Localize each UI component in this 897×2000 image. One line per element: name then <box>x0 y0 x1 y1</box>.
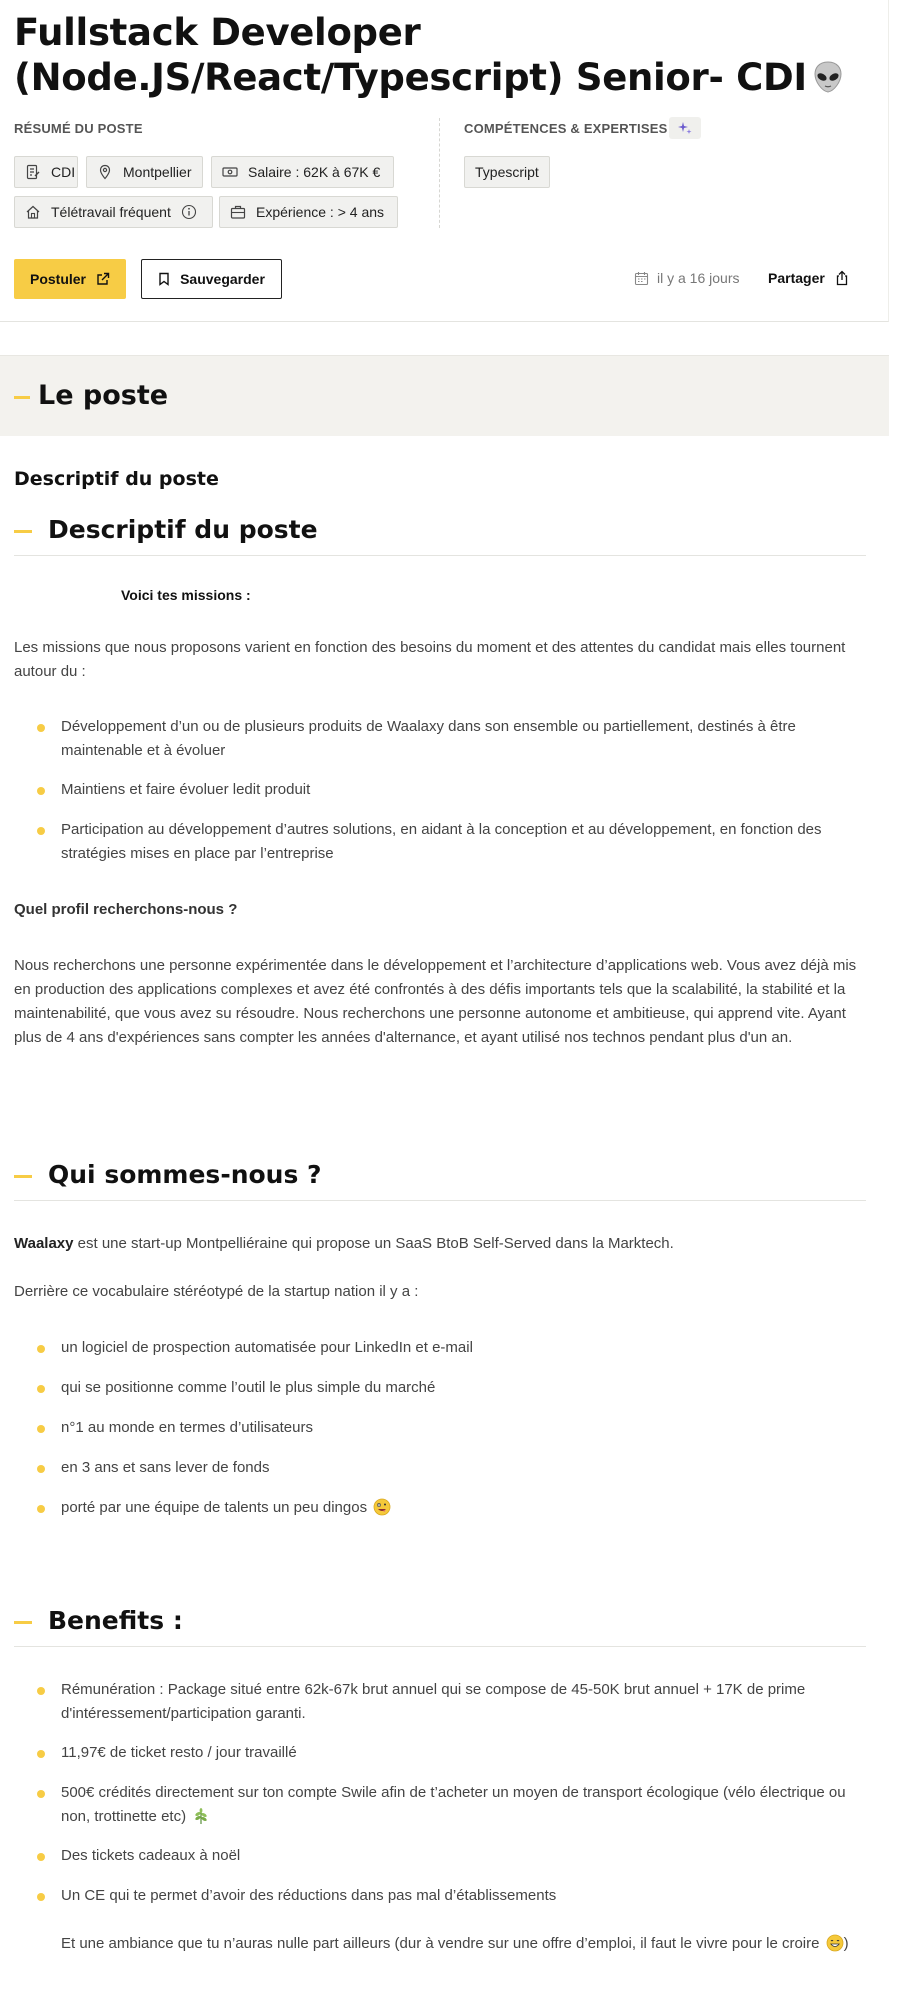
bullet-dot <box>37 1385 45 1393</box>
section-title: Le poste <box>38 380 169 411</box>
bullet-dot <box>37 827 45 835</box>
bullet-dot <box>37 1687 45 1695</box>
company-name: Waalaxy <box>14 1235 74 1252</box>
about-divider <box>14 1200 866 1201</box>
posted-date-text: il y a 16 jours <box>657 270 740 286</box>
profile-text: Nous recherchons une personne expérimentée dans le développement et l’architecture d’applications web. Vous avez déjà mis en production des applications complexes et avez été confrontés à des défis importants tels que la scalabilité, la stabilité et la maintenabilité, que vous avez su résoudre. Nous recherchons une personne autonome et ambitieuse, qui apprend vite. Ayant plus de 4 ans d'expériences sans compter les années d'alternance, et ayant utilisé nos technos pendant plus d'un an. <box>14 957 857 1046</box>
summary-label: RÉSUMÉ DU POSTE <box>14 121 143 136</box>
about-intro <box>14 1232 864 1256</box>
job-title-text: Fullstack Developer (Node.JS/React/Typescript) Senior- CDI <box>14 11 807 99</box>
mission-item: Développement d’un ou de plusieurs produits de Waalaxy dans son ensemble ou partiellement, destinés à être maintenable et à évoluer <box>61 718 796 759</box>
mission-item: Maintiens et faire évoluer ledit produit <box>61 781 311 798</box>
posted-date <box>634 270 739 286</box>
about-intro-text: est une start-up Montpelliéraine qui propose un SaaS BtoB Self-Served dans la Marktech. <box>73 1235 674 1252</box>
about-line2: Derrière ce vocabulaire stéréotypé de la startup nation il y a : <box>14 1283 419 1300</box>
bullet-dot <box>37 1345 45 1353</box>
about-item: en 3 ans et sans lever de fonds <box>61 1459 270 1476</box>
benefits-accent-dash <box>14 1621 32 1624</box>
bullet-dot <box>37 1465 45 1473</box>
save-button[interactable] <box>141 259 282 299</box>
description-divider <box>14 555 866 556</box>
sparkle-badge <box>669 117 701 139</box>
contract-tag <box>14 156 78 188</box>
bookmark-icon <box>158 272 170 286</box>
about-item: qui se positionne comme l’outil le plus simple du marché <box>61 1379 436 1396</box>
contract-document-icon <box>25 164 41 180</box>
briefcase-icon <box>230 204 246 220</box>
bullet-dot <box>37 1505 45 1513</box>
section-accent-dash <box>14 396 30 399</box>
about-item: n°1 au monde en termes d’utilisateurs <box>61 1419 313 1436</box>
bullet-dot <box>37 1893 45 1901</box>
bullet-dot <box>37 1853 45 1861</box>
job-title <box>14 10 874 100</box>
bullet-dot <box>37 1425 45 1433</box>
home-office-icon <box>25 204 41 220</box>
salary-tag-label: Salaire : 62K à 67K € <box>248 164 381 180</box>
job-header-card <box>0 0 889 322</box>
description-accent-dash <box>14 530 32 533</box>
share-icon <box>835 270 849 286</box>
bullet-dot <box>37 787 45 795</box>
remote-tag-label: Télétravail fréquent <box>51 204 171 220</box>
info-icon[interactable] <box>181 204 197 220</box>
benefits-divider <box>14 1646 866 1647</box>
location-tag-label: Montpellier <box>123 164 192 180</box>
skills-label: COMPÉTENCES & EXPERTISES <box>464 121 668 136</box>
experience-tag <box>219 196 398 228</box>
share-button[interactable] <box>768 270 849 286</box>
save-button-label: Sauvegarder <box>180 271 265 287</box>
skill-tag-label: Typescript <box>475 164 539 180</box>
benefit-item: Des tickets cadeaux à noël <box>61 1847 241 1864</box>
section-subtitle: Descriptif du poste <box>14 468 219 490</box>
benefits-heading: Benefits : <box>48 1606 183 1635</box>
benefits-closing-end: ) <box>843 1935 849 1952</box>
about-item-text: porté par une équipe de talents un peu dingos <box>61 1499 368 1516</box>
section-header-band <box>0 355 889 436</box>
bullet-dot <box>37 1750 45 1758</box>
benefit-item: Un CE qui te permet d’avoir des réductions dans pas mal d’établissements <box>61 1887 557 1904</box>
herb-emoji-icon <box>192 1807 210 1825</box>
calendar-icon <box>634 271 649 286</box>
remote-tag <box>14 196 213 228</box>
column-divider <box>439 118 440 228</box>
sparkle-icon <box>669 117 701 139</box>
mission-item: Participation au développement d’autres solutions, en aidant à la conception et au développement, en fonction des stratégies mises en place par l’entreprise <box>61 821 822 862</box>
location-pin-icon <box>97 164 113 180</box>
benefits-closing <box>61 1932 867 1956</box>
contract-tag-label: CDI <box>51 164 76 180</box>
salary-tag <box>211 156 394 188</box>
bullet-dot <box>37 1790 45 1798</box>
about-item: un logiciel de prospection automatisée pour LinkedIn et e-mail <box>61 1339 473 1356</box>
skill-tag-typescript <box>464 156 550 188</box>
zany-face-emoji-icon <box>373 1498 391 1516</box>
bullet-dot <box>37 724 45 732</box>
external-link-icon <box>96 272 110 286</box>
about-item <box>61 1496 867 1520</box>
missions-label: Voici tes missions : <box>121 587 251 603</box>
about-accent-dash <box>14 1175 32 1178</box>
apply-button[interactable] <box>14 259 126 299</box>
experience-tag-label: Expérience : > 4 ans <box>256 204 385 220</box>
missions-intro: Les missions que nous proposons varient en fonction des besoins du moment et des attentes du candidat mais elles tournent autour du : <box>14 639 846 680</box>
alien-emoji-icon <box>811 60 845 94</box>
benefit-item-text: 500€ crédités directement sur ton compte Swile afin de t’acheter un moyen de transport écologique (vélo électrique ou non, trottinette etc) <box>61 1784 846 1825</box>
benefit-item: 11,97€ de ticket resto / jour travaillé <box>61 1744 297 1761</box>
profile-label: Quel profil recherchons-nous ? <box>14 901 238 918</box>
benefits-closing-text: Et une ambiance que tu n’auras nulle part ailleurs (dur à vendre sur une offre d’emploi, il faut le vivre pour le croire <box>61 1935 820 1952</box>
benefit-item: Rémunération : Package situé entre 62k-67k brut annuel qui se compose de 45-50K brut annuel + 17K de prime d'intéressement/participation garanti. <box>61 1681 806 1722</box>
grinning-face-emoji-icon <box>826 1934 844 1952</box>
location-tag <box>86 156 203 188</box>
benefit-item <box>61 1781 867 1829</box>
apply-button-label: Postuler <box>29 271 86 287</box>
description-heading: Descriptif du poste <box>48 515 318 544</box>
banknote-icon <box>222 164 238 180</box>
about-heading: Qui sommes-nous ? <box>48 1160 322 1189</box>
share-button-label: Partager <box>768 270 825 286</box>
